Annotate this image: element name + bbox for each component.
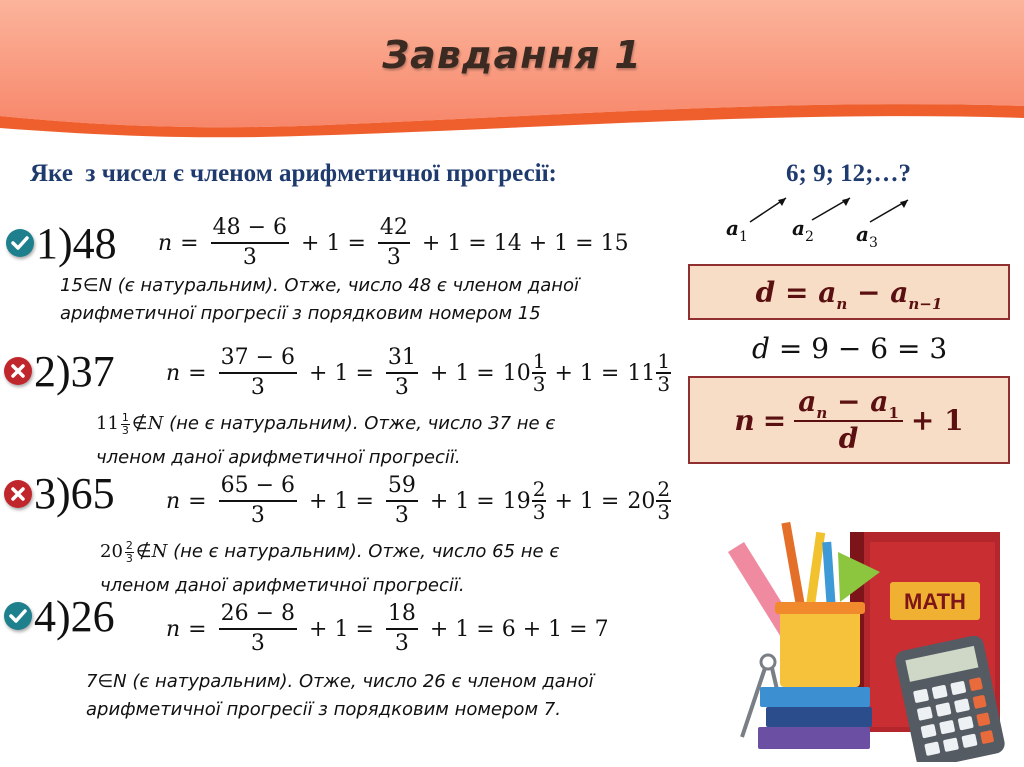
d-formula: $d = a_n - a_{n-1}$ [755, 275, 943, 313]
option-2-equation: n = $\frac{37 - 6}{3}$ + 1 = $\frac{31}{3}$ + 1 = 10 1 3 + 1 = 11 1 3 [166, 345, 671, 401]
check-icon [6, 229, 34, 257]
cross-icon [4, 480, 32, 508]
math-supplies-illustration [720, 512, 1020, 762]
option-4-note [86, 668, 594, 724]
option-1-equation: n = $\frac{48 - 6}{3}$ + 1 = $\frac{42}{3}$ + 1 = 14 + 1 = 15 [158, 215, 629, 271]
d-value: d = 9 − 6 = 3 [752, 332, 948, 365]
option-label: 1)48 [36, 219, 117, 268]
sequence-text: 6; 9; 12;…? [786, 160, 911, 187]
note-line: членом даної арифметичної прогресії. [100, 575, 465, 596]
note-line: 11 $\frac{1}{3}$ ∉N (не є натуральним). Отже, число 37 не є [96, 410, 556, 437]
sequence-arrows [740, 190, 920, 230]
option-3-equation: n = $\frac{65 - 6}{3}$ + 1 = $\frac{59}{3}$ + 1 = 19 2 3 + 1 = 20 2 3 [166, 473, 671, 529]
d-formula-box [688, 264, 1010, 320]
cross-icon [4, 357, 32, 385]
sequence-label-a1: $a_1$ [726, 216, 748, 245]
note-line: арифметичної прогресії з порядковим номером 7. [86, 699, 561, 720]
option-label: 4)26 [34, 592, 115, 641]
n-formula-box: n = $\frac{a_n - a_1}{d}$ + 1 [688, 376, 1010, 464]
option-label: 3)65 [34, 469, 115, 518]
option-3-note [100, 538, 559, 600]
option-2-note [96, 410, 555, 472]
option-1-note [60, 272, 579, 328]
note-line: 15∈N (є натуральним). Отже, число 48 є членом даної [60, 275, 580, 296]
question-text: Яке з чисел є членом арифметичної прогресії: [30, 160, 557, 187]
note-line: 20 $\frac{2}{3}$ ∉N (не є натуральним). Отже, число 65 не є [100, 538, 560, 565]
book-stack [758, 687, 872, 749]
note-line: арифметичної прогресії з порядковим номером 15 [60, 303, 541, 324]
sequence-label-a2: $a_2$ [792, 216, 814, 245]
page-title: Завдання 1 [382, 33, 642, 77]
pencil-cup [775, 602, 865, 687]
option-4-equation: n = $\frac{26 - 8}{3}$ + 1 = $\frac{18}{3}$ + 1 = 6 + 1 = 7 [166, 601, 609, 657]
sequence-label-a3: $a_3$ [856, 222, 878, 251]
book-label: MATH [904, 589, 966, 614]
check-icon [4, 602, 32, 630]
note-line: членом даної арифметичної прогресії. [96, 447, 461, 468]
option-label: 2)37 [34, 347, 115, 396]
note-line: 7∈N (є натуральним). Отже, число 26 є членом даної [86, 671, 594, 692]
